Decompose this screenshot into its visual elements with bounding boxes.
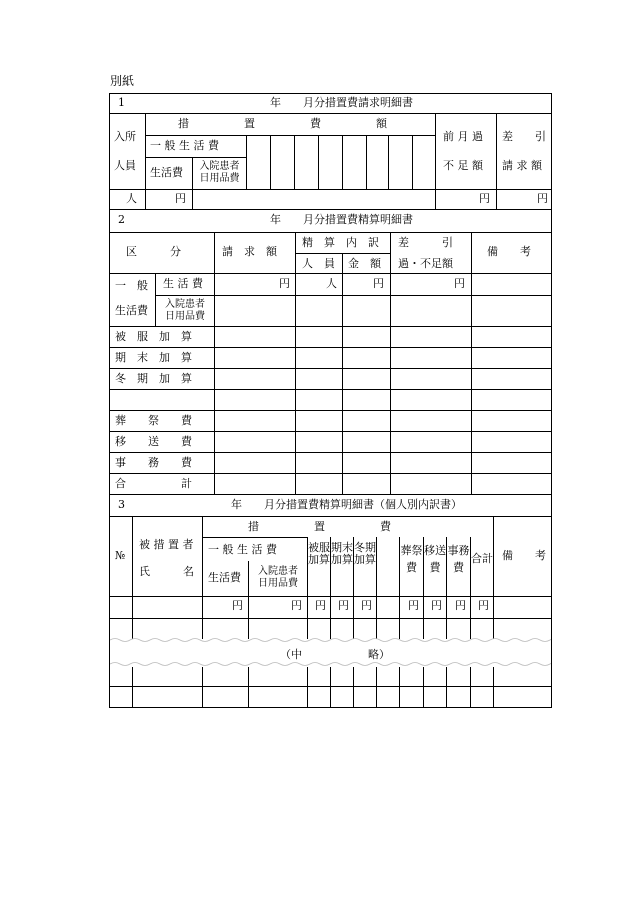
unit-yen: 円 bbox=[373, 277, 384, 290]
omitted-note: （中 略） bbox=[280, 648, 390, 661]
measure-cost-header: 措 置 費 額 bbox=[178, 117, 387, 130]
unit-person: 人 bbox=[126, 192, 137, 205]
general-living-header: 一 般 生 活 費 bbox=[208, 543, 277, 556]
unit-yen: 円 bbox=[408, 599, 419, 612]
inpatient-header-line1: 入院患者 bbox=[258, 566, 298, 577]
inpatient-label-line1: 入院患者 bbox=[165, 299, 205, 310]
remarks-header: 備 考 bbox=[502, 549, 546, 562]
unit-yen: 円 bbox=[479, 192, 490, 205]
total-header: 合計 bbox=[471, 552, 493, 565]
row-total: 合 計 bbox=[115, 477, 192, 490]
attachment-label: 別紙 bbox=[110, 74, 135, 88]
section-title: 年 月分措置費精算明細書（個人別内訳書） bbox=[231, 498, 462, 511]
section-number: 2 bbox=[118, 213, 125, 226]
net-claim-header-line1: 差 引 bbox=[502, 130, 546, 143]
winter-allowance-header: 冬期加算 bbox=[354, 541, 376, 566]
section-number: 3 bbox=[118, 498, 125, 511]
general-label-line1: 一 般 bbox=[115, 279, 148, 292]
beneficiary-name-header-line2: 氏 名 bbox=[139, 565, 194, 578]
unit-yen: 円 bbox=[338, 599, 349, 612]
section-number: 1 bbox=[118, 96, 125, 109]
general-living-header: 一 般 生 活 費 bbox=[150, 139, 219, 152]
unit-yen: 円 bbox=[291, 599, 302, 612]
general-label-line2: 生活費 bbox=[115, 304, 148, 317]
section-title: 年 月分措置費請求明細書 bbox=[270, 96, 413, 109]
remarks-header: 備 考 bbox=[487, 245, 531, 258]
number-header: № bbox=[115, 549, 126, 562]
inpatient-header-line2: 日用品費 bbox=[199, 173, 240, 184]
prev-month-header-line2: 不 足 額 bbox=[443, 159, 483, 172]
unit-yen: 円 bbox=[279, 277, 290, 290]
entrants-label-line1: 入所 bbox=[114, 130, 136, 143]
unit-yen: 円 bbox=[361, 599, 372, 612]
measure-cost-header: 措 置 費 bbox=[248, 520, 391, 533]
difference-header-line1: 差 引 bbox=[398, 236, 453, 249]
living-cost-label: 生 活 費 bbox=[163, 277, 203, 290]
transport-cost-header: 移送費 bbox=[424, 544, 446, 574]
unit-yen: 円 bbox=[232, 599, 243, 612]
row-funeral-cost: 葬 祭 費 bbox=[115, 414, 192, 427]
row-transport-cost: 移 送 費 bbox=[115, 435, 192, 448]
inpatient-header-line2: 日用品費 bbox=[258, 578, 298, 589]
clothing-allowance-header: 被服加算 bbox=[308, 541, 330, 566]
row-office-cost: 事 務 費 bbox=[115, 456, 192, 469]
breakdown-header: 精 算 内 訳 bbox=[302, 236, 379, 249]
row-clothing-allowance: 被 服 加 算 bbox=[115, 330, 192, 343]
inpatient-label-line2: 日用品費 bbox=[165, 311, 205, 322]
year-end-allowance-header: 期末加算 bbox=[331, 541, 353, 566]
office-cost-header: 事務費 bbox=[447, 544, 470, 574]
row-winter-allowance: 冬 期 加 算 bbox=[115, 372, 192, 385]
unit-yen: 円 bbox=[315, 599, 326, 612]
living-cost-header: 生活費 bbox=[208, 571, 241, 584]
unit-person: 人 bbox=[326, 277, 337, 290]
row-year-end-allowance: 期 末 加 算 bbox=[115, 351, 192, 364]
entrants-label-line2: 人員 bbox=[114, 159, 136, 172]
beneficiary-name-header-line1: 被 措 置 者 bbox=[139, 538, 194, 551]
claim-amount-header: 請 求 額 bbox=[222, 245, 277, 258]
unit-yen: 円 bbox=[478, 599, 489, 612]
unit-yen: 円 bbox=[431, 599, 442, 612]
prev-month-header-line1: 前 月 過 bbox=[443, 130, 483, 143]
unit-yen: 円 bbox=[455, 599, 466, 612]
difference-header-line2: 過・不足額 bbox=[398, 257, 453, 270]
funeral-cost-header: 葬祭費 bbox=[400, 544, 423, 574]
section-title: 年 月分措置費精算明細書 bbox=[270, 213, 413, 226]
category-header: 区 分 bbox=[126, 245, 181, 258]
persons-header: 人 員 bbox=[302, 257, 335, 270]
living-cost-header: 生活費 bbox=[150, 166, 183, 179]
inpatient-header-line1: 入院患者 bbox=[199, 161, 240, 172]
unit-yen: 円 bbox=[537, 192, 548, 205]
unit-yen: 円 bbox=[454, 277, 465, 290]
unit-yen: 円 bbox=[175, 192, 186, 205]
amount-header: 金 額 bbox=[348, 257, 381, 270]
net-claim-header-line2: 請 求 額 bbox=[502, 159, 542, 172]
